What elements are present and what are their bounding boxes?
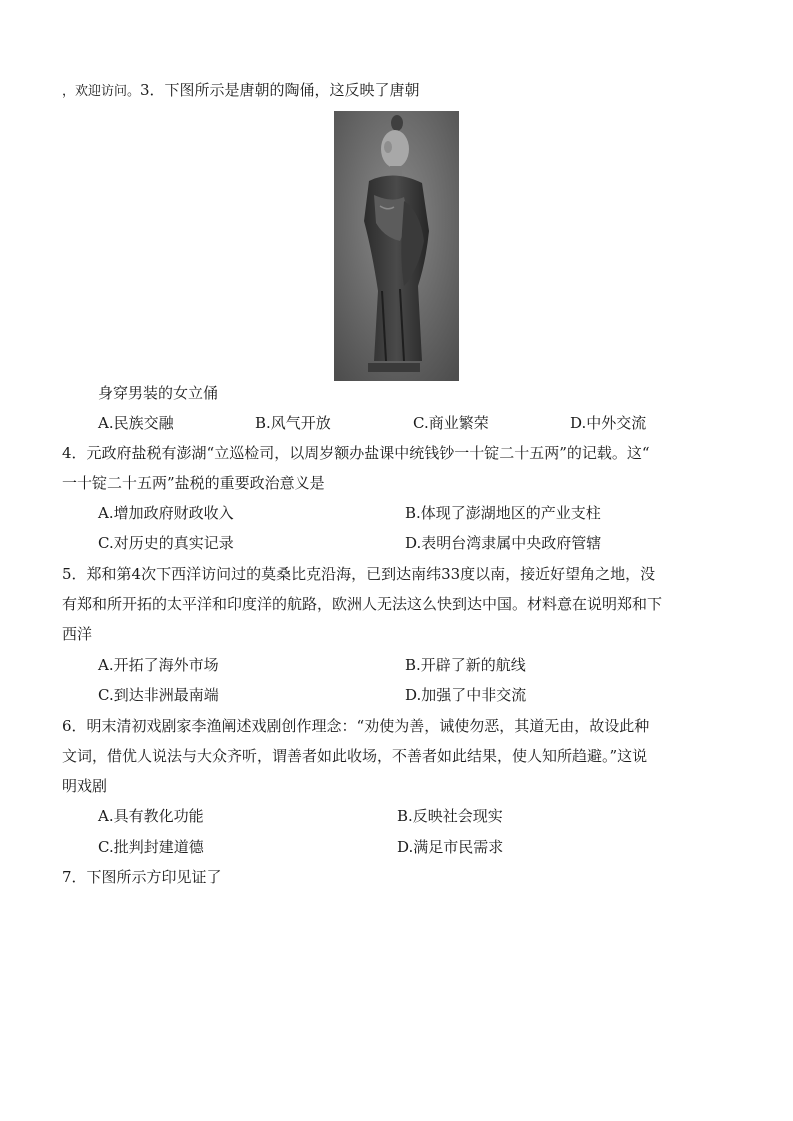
- question-6-stem-line-2: 文词，借优人说法与大众齐听，谓善者如此收场，不善者如此结果，使人知所趋避。”这说: [62, 747, 648, 765]
- question-3-option-d[interactable]: D.中外交流: [570, 414, 647, 432]
- figurine-image: [334, 111, 459, 381]
- question-5-option-c[interactable]: C.到达非洲最南端: [98, 686, 219, 704]
- question-3-option-c[interactable]: C.商业繁荣: [413, 414, 489, 432]
- question-4-option-d[interactable]: D.表明台湾隶属中央政府管辖: [405, 534, 602, 552]
- question-3-option-a[interactable]: A.民族交融: [98, 414, 174, 432]
- question-6-stem-line-3: 明戏剧: [62, 777, 108, 795]
- question-5-option-a[interactable]: A.开拓了海外市场: [98, 656, 219, 674]
- question-6-stem-line-1: 6．明末清初戏剧家李渔阐述戏剧创作理念：“劝使为善，诫使勿恶，其道无由，故设此种: [62, 717, 650, 735]
- question-5-option-d[interactable]: D.加强了中非交流: [405, 686, 527, 704]
- question-3-stem-line: [62, 80, 420, 102]
- question-4-stem-line-2: 一十锭二十五两”盐税的重要政治意义是: [62, 474, 325, 492]
- question-6-option-a[interactable]: A.具有教化功能: [98, 807, 204, 825]
- question-6-option-b[interactable]: B.反映社会现实: [397, 807, 503, 825]
- question-3-option-b[interactable]: B.风气开放: [255, 414, 331, 432]
- question-6-option-c[interactable]: C.批判封建道德: [98, 838, 204, 856]
- page-prefix: ，欢迎访问。: [62, 84, 141, 99]
- question-6-option-d[interactable]: D.满足市民需求: [397, 838, 504, 856]
- question-7-stem: 7．下图所示方印见证了: [62, 868, 222, 886]
- question-4-stem-line-1: 4．元政府盐税有澎湖“立巡检司，以周岁额办盐课中统钱钞一十锭二十五两”的记载。这“: [62, 444, 650, 462]
- question-3-stem: 3．下图所示是唐朝的陶俑，这反映了唐朝: [140, 81, 420, 99]
- question-5-option-b[interactable]: B.开辟了新的航线: [405, 656, 526, 674]
- question-5-stem-line-1: 5．郑和第4次下西洋访问过的莫桑比克沿海，已到达南纬33度以南，接近好望角之地，没: [62, 565, 656, 583]
- question-4-option-c[interactable]: C.对历史的真实记录: [98, 534, 234, 552]
- tang-pottery-figurine-photo: [334, 111, 459, 381]
- question-5-stem-line-3: 西洋: [62, 625, 93, 643]
- question-5-stem-line-2: 有郑和所开拓的太平洋和印度洋的航路，欧洲人无法这么快到达中国。材料意在说明郑和下: [62, 595, 663, 613]
- question-4-option-a[interactable]: A.增加政府财政收入: [98, 504, 234, 522]
- question-4-option-b[interactable]: B.体现了澎湖地区的产业支柱: [405, 504, 601, 522]
- photo-caption: 身穿男装的女立俑: [98, 384, 219, 402]
